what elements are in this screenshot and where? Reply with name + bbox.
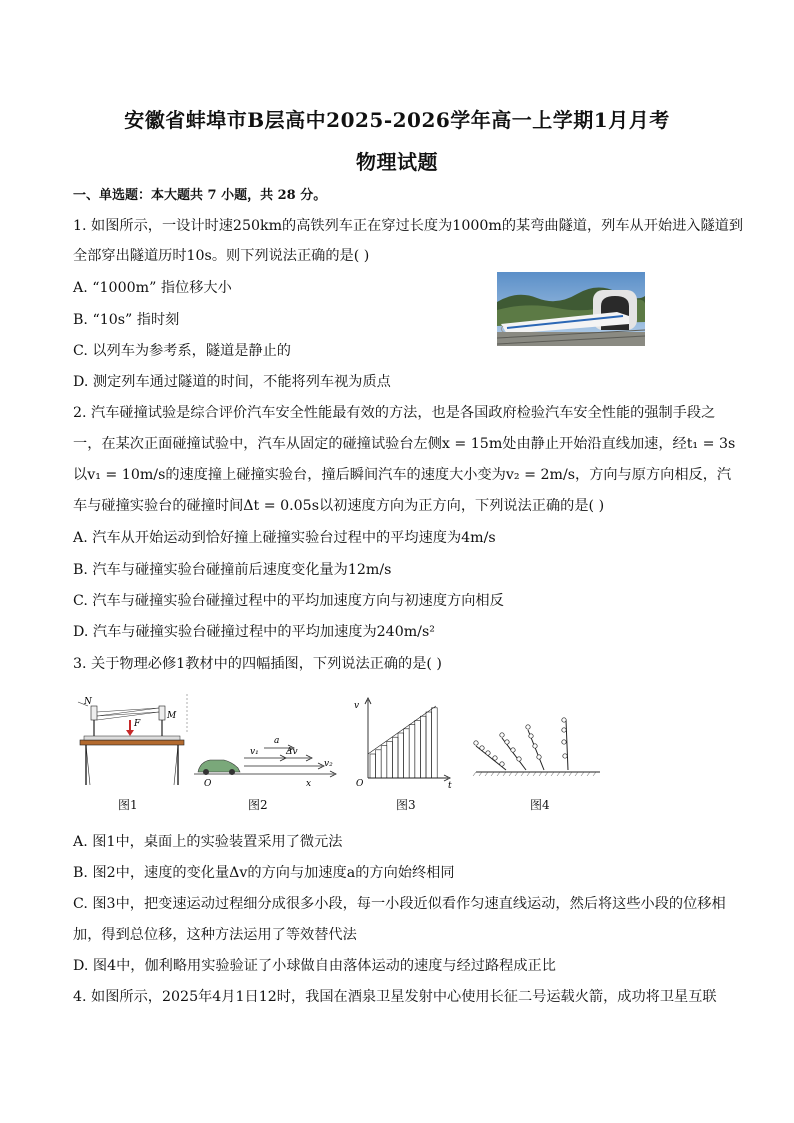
figure2-caption: 图2: [248, 798, 268, 812]
q4-stem-line1: 4. 如图所示，2025年4月1日12时，我国在酒泉卫星发射中心使用长征二号运载火箭，成功将卫星互联: [73, 989, 717, 1005]
figure2-label-o: O: [204, 779, 212, 789]
q1-option-a: A. “1000m” 指位移大小: [73, 280, 232, 296]
q3-option-c-line1: C. 图3中，把变速运动过程细分成很多小段，每一小段近似看作匀速直线运动，然后将这些小段的位移相: [73, 896, 726, 912]
q1-stem-line1: 1. 如图所示，一设计时速250km的高铁列车正在穿过长度为1000m的某弯曲隧道，列车从开始进入隧道到: [73, 218, 744, 234]
figure3-bar: [398, 733, 404, 778]
q3-stem: 3. 关于物理必修1教材中的四幅插图，下列说法正确的是( ): [73, 656, 442, 672]
q2-stem-line1: 2. 汽车碰撞试验是综合评价汽车安全性能最有效的方法，也是各国政府检验汽车安全性能的强制手段之: [73, 405, 716, 421]
q3-option-c-line2: 加，得到总位移，这种方法运用了等效替代法: [73, 927, 357, 943]
q3-option-b: B. 图2中，速度的变化量Δv的方向与加速度a的方向始终相同: [73, 865, 455, 881]
figure4-inclined-planes: [473, 718, 600, 776]
q2-stem-line2: 一，在某次正面碰撞试验中，汽车从固定的碰撞试验台左侧x = 15m处由静止开始沿直线加速，经t₁ = 3s: [73, 436, 736, 452]
q3-figures: [72, 690, 602, 815]
q2-option-d: D. 汽车与碰撞实验台碰撞过程中的平均加速度为240m/s²: [73, 624, 435, 640]
figure1-caption: 图1: [118, 798, 138, 812]
q1-option-c: C. 以列车为参考系，隧道是静止的: [73, 343, 291, 359]
q2-option-b: B. 汽车与碰撞实验台碰撞前后速度变化量为12m/s: [73, 562, 392, 578]
figure2-velocity-vectors: [194, 736, 336, 789]
figure3-bar: [376, 750, 382, 778]
figure1-label-m: M: [167, 711, 177, 721]
figure3-bar: [404, 729, 410, 778]
train-tunnel-photo: [497, 272, 645, 346]
figure3-bar: [370, 754, 376, 778]
figure3-bar: [415, 720, 421, 778]
q3-option-d: D. 图4中，伽利略用实验验证了小球做自由落体运动的速度与经过路程成正比: [73, 958, 556, 974]
figure3-bar: [392, 737, 398, 778]
q1-option-d: D. 测定列车通过隧道的时间，不能将列车视为质点: [73, 374, 391, 390]
figure3-label-t: t: [448, 781, 452, 791]
exam-subject: 物理试题: [356, 150, 438, 174]
figure2-label-x: x: [306, 779, 312, 789]
figure3-bar: [420, 716, 426, 778]
figure3-vt-graph: [354, 698, 452, 791]
figure4-caption: 图4: [530, 798, 550, 812]
figure1-label-f: F: [134, 719, 141, 729]
q2-option-a: A. 汽车从开始运动到恰好撞上碰撞实验台过程中的平均速度为4m/s: [73, 530, 496, 546]
figure3-label-v: v: [354, 701, 360, 711]
exam-title: 安徽省蚌埠市B层高中2025-2026学年高一上学期1月月考: [124, 108, 670, 132]
figure3-caption: 图3: [396, 798, 416, 812]
figure2-label-dv: Δv: [286, 747, 298, 757]
section-heading: 一、单选题：本大题共 7 小题，共 28 分。: [73, 188, 327, 203]
figure3-bar: [409, 725, 415, 778]
figure3-bar: [387, 741, 393, 778]
q2-option-c: C. 汽车与碰撞实验台碰撞过程中的平均加速度方向与初速度方向相反: [73, 593, 504, 609]
figure2-label-a: a: [274, 736, 280, 746]
q3-option-a: A. 图1中，桌面上的实验装置采用了微元法: [73, 834, 343, 850]
figure3-bar: [426, 712, 432, 778]
figure3-label-o: O: [356, 779, 364, 789]
q1-stem-line2: 全部穿出隧道历时10s。则下列说法正确的是( ): [73, 248, 370, 264]
figure3-bar: [381, 746, 387, 778]
q2-stem-line3: 以v₁ = 10m/s的速度撞上碰撞实验台，撞后瞬间汽车的速度大小变为v₂ = 2m/s，方向与原方向相反，汽: [73, 467, 732, 483]
figure1-label-n: N: [84, 697, 92, 707]
q2-stem-line4: 车与碰撞实验台的碰撞时间Δt = 0.05s以初速度方向为正方向，下列说法正确的是( ): [73, 498, 605, 514]
figure2-label-v1: v₁: [250, 747, 259, 757]
q1-option-b: B. “10s” 指时刻: [73, 312, 180, 328]
figure3-bar: [432, 708, 438, 778]
figure1-apparatus: [78, 694, 187, 785]
figure2-label-v2: v₂: [324, 759, 333, 769]
